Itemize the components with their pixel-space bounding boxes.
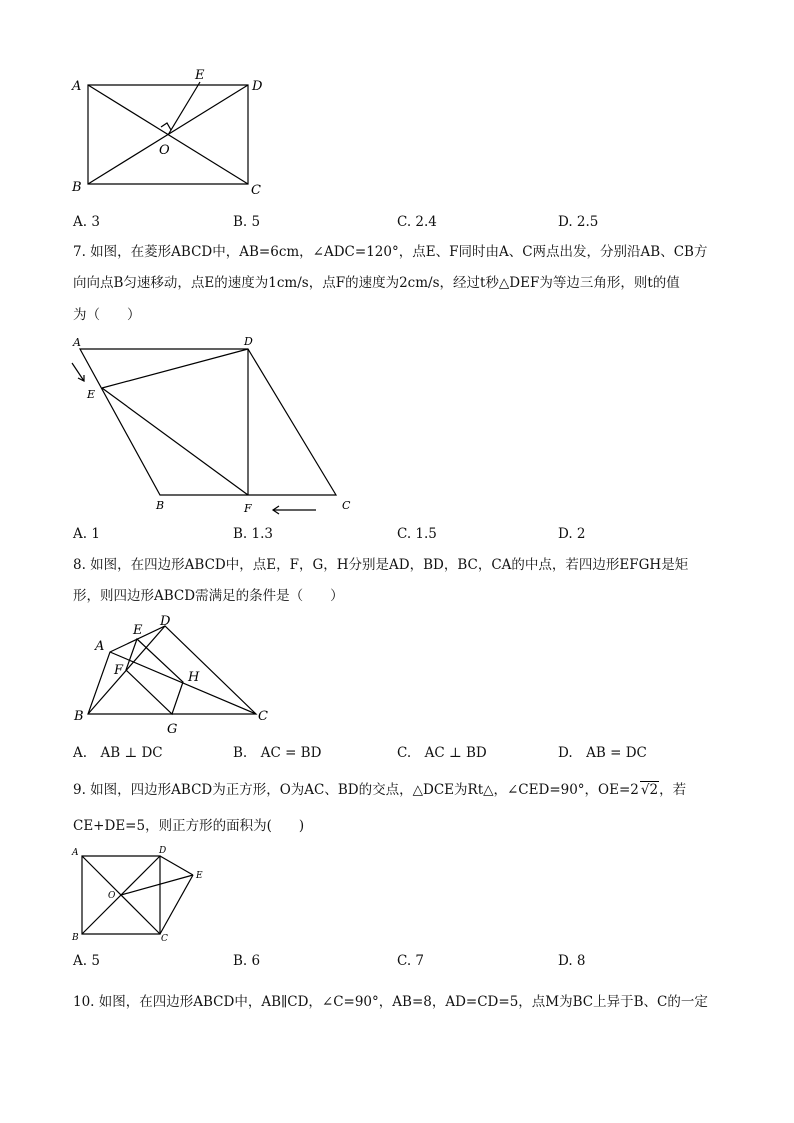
q7-option-b[interactable]: B. 1.3: [233, 526, 273, 542]
q8-option-d[interactable]: D. AB = DC: [558, 745, 647, 761]
q7-label-f: F: [244, 502, 252, 515]
q6-option-b[interactable]: B. 5: [233, 214, 261, 230]
q9-option-c[interactable]: C. 7: [397, 953, 425, 969]
q7-option-c[interactable]: C. 1.5: [397, 526, 437, 542]
q7-figure: [60, 330, 370, 520]
q8-label-a: A: [95, 639, 105, 654]
q8-label-e: E: [133, 623, 143, 638]
q6-label-e: E: [195, 68, 205, 83]
q8-rectangle-efgh: [126, 639, 183, 714]
q6-option-c[interactable]: C. 2.4: [397, 214, 437, 230]
q8-label-c: C: [258, 709, 268, 724]
q9-label-a: A: [72, 848, 79, 858]
q7-label-a: A: [73, 336, 81, 349]
q8-stem-line1: 8. 如图，在四边形ABCD中，点E，F，G，H分别是AD，BD，BC，CA的中点，若四边形EFGH是矩: [73, 557, 689, 573]
q9-label-b: B: [72, 933, 79, 943]
q6-label-o: O: [159, 143, 170, 158]
q8-stem-line2: 形，则四边形ABCD需满足的条件是（ ）: [73, 588, 344, 604]
q9-option-b[interactable]: B. 6: [233, 953, 261, 969]
q6-label-b: B: [72, 180, 82, 195]
q8-option-c[interactable]: C. AC ⊥ BD: [397, 745, 487, 761]
q6-option-a[interactable]: A. 3: [73, 214, 100, 230]
q9-figure: [65, 842, 215, 947]
q9-option-a[interactable]: A. 5: [73, 953, 100, 969]
q7-segment-ef: [102, 388, 248, 495]
q9-label-e: E: [196, 871, 203, 881]
q7-label-d: D: [244, 335, 253, 348]
q10-stem-line1: 10. 如图，在四边形ABCD中，AB∥CD，∠C=90°，AB=8，AD=CD=5，点M为BC上异于B、C的一定: [73, 994, 708, 1010]
q9-sqrt-value: 2: [649, 782, 659, 798]
q7-label-e: E: [87, 388, 96, 401]
q6-option-d[interactable]: D. 2.5: [558, 214, 599, 230]
q8-label-g: G: [167, 722, 178, 737]
q8-label-b: B: [74, 709, 84, 724]
q7-stem-line2: 向向点B匀速移动，点E的速度为1cm/s，点F的速度为2cm/s，经过t秒△DEF为等边三角形，则t的值: [73, 275, 680, 291]
q7-rhombus: [80, 349, 336, 495]
q6-segment-oe: [168, 82, 200, 135]
q8-option-a[interactable]: A. AB ⊥ DC: [73, 745, 163, 761]
q7-option-a[interactable]: A. 1: [73, 526, 100, 542]
q9-stem-line1-start: 9. 如图，四边形ABCD为正方形，O为AC、BD的交点，△DCE为Rt△，∠CED=90°，OE=2: [73, 782, 639, 798]
q9-label-d: D: [159, 846, 167, 856]
q6-right-angle-mark: [161, 123, 171, 130]
q8-label-h: H: [188, 670, 200, 685]
q8-figure: [60, 610, 290, 740]
q8-option-b[interactable]: B. AC = BD: [233, 745, 322, 761]
q9-label-c: C: [161, 934, 168, 944]
q6-figure: [60, 60, 280, 200]
q9-segment-ce: [160, 875, 193, 934]
q9-label-o: O: [108, 891, 116, 901]
q9-stem-line1: [73, 781, 686, 799]
q6-label-c: C: [251, 183, 261, 198]
q9-option-d[interactable]: D. 8: [558, 953, 586, 969]
q8-label-f: F: [114, 663, 124, 678]
q9-stem-line1-end: ，若: [659, 782, 687, 798]
q7-label-c: C: [342, 499, 351, 512]
q8-label-d: D: [160, 614, 171, 629]
q6-label-a: A: [72, 79, 82, 94]
q9-stem-line2: CE+DE=5，则正方形的面积为( ): [73, 818, 305, 834]
q7-option-d[interactable]: D. 2: [558, 526, 586, 542]
q6-label-d: D: [252, 79, 263, 94]
q7-segment-de: [102, 349, 248, 388]
q7-label-b: B: [156, 499, 165, 512]
q9-segment-de: [160, 856, 193, 875]
q9-sqrt: √2: [640, 782, 659, 798]
q7-stem-line3: 为（ ）: [73, 307, 141, 323]
q7-stem-line1: 7. 如图，在菱形ABCD中，AB=6cm，∠ADC=120°，点E、F同时由A、C两点出发，分别沿AB、CB方: [73, 244, 708, 260]
